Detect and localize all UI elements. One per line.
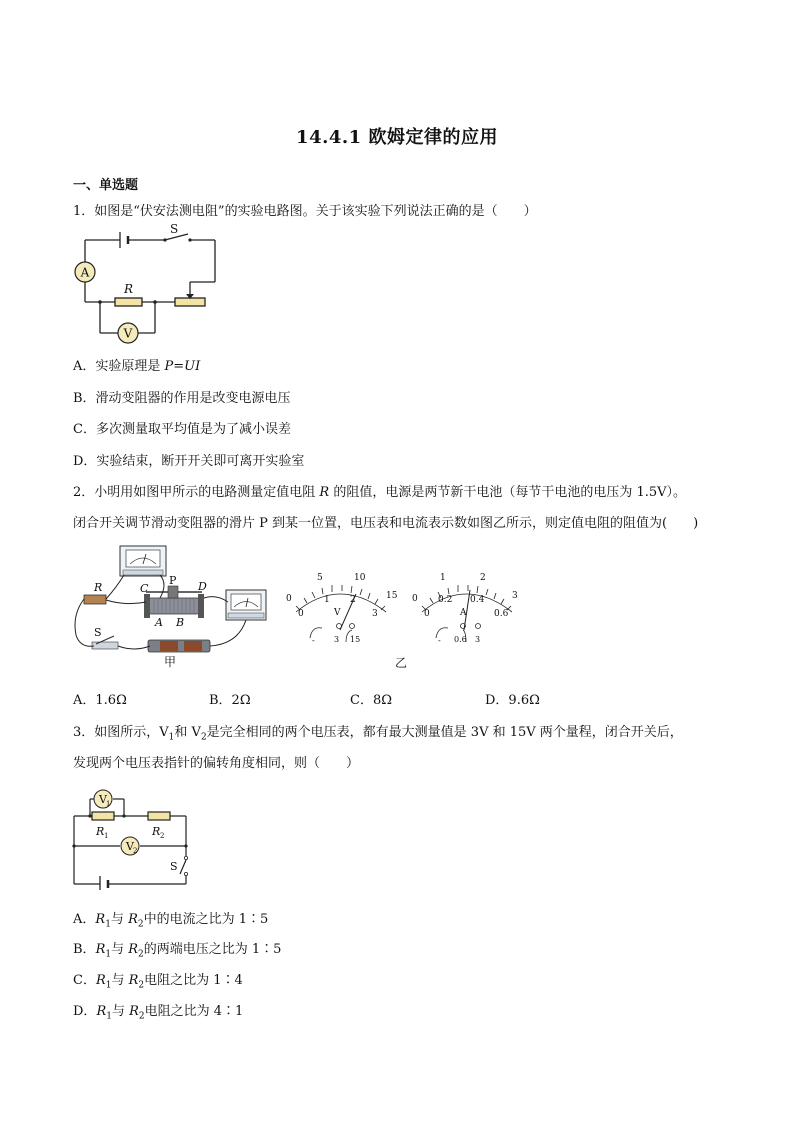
ammeter-top-1: 1 (440, 573, 446, 583)
opt-r2: R (128, 973, 139, 988)
q3-stem-part: 和 V (174, 725, 201, 740)
q3-stem-part: 3．如图所示，V (73, 725, 169, 740)
opt-sub: 2 (138, 1011, 145, 1022)
q2-jia-label-d: D (198, 580, 207, 593)
opt-prefix: D． (73, 1004, 97, 1019)
q2-yi-caption: 乙 (395, 656, 408, 670)
opt-sub: 2 (138, 980, 145, 991)
q2-stem-line2: 闭合开关调节滑动变阻器的滑片 P 到某一位置，电压表和电流表示数如图乙所示，则定值电阻的阻值为( ) (73, 516, 699, 531)
opt-mid: 与 (110, 912, 129, 927)
q2-stem-part: 2．小明用如图甲所示的电路测量定值电阻 (73, 485, 320, 500)
voltmeter-terminal-neg: - (312, 636, 315, 645)
opt-r1: R (95, 912, 106, 927)
q1-option-a[interactable] (73, 355, 200, 374)
q3-option-b[interactable] (73, 938, 281, 960)
q1-circuit-diagram (70, 222, 230, 347)
q2-jia-label-c: C (140, 582, 149, 595)
voltmeter-terminal-15: 15 (350, 635, 361, 644)
voltmeter-bottom-3: 3 (372, 609, 378, 619)
q2-option-d[interactable]: D．9.6Ω (485, 693, 540, 708)
opt-sub: 1 (105, 949, 112, 960)
voltmeter-unit: V (334, 608, 341, 618)
q3-r2-sub: 2 (160, 832, 165, 840)
q1-option-c[interactable]: C．多次测量取平均值是为了减小误差 (73, 422, 291, 437)
opt-mid: 与 (111, 942, 129, 957)
q3-r1-sub: 1 (104, 832, 109, 840)
q3-stem-line2: 发现两个电压表指针的偏转角度相同，则（ ） (73, 756, 360, 771)
q3-switch-label: S (170, 860, 178, 873)
opt-sub: 1 (105, 919, 111, 930)
opt-prefix: A． (73, 912, 96, 927)
voltmeter-bottom-2: 2 (350, 595, 356, 605)
opt-r2: R (129, 1004, 139, 1019)
q1-stem: 1．如图是“伏安法测电阻”的实验电路图。关于该实验下列说法正确的是（ ） (73, 204, 537, 219)
q3-r1-label: R (96, 825, 105, 838)
q2-jia-caption: 甲 (164, 655, 177, 669)
q1-option-a-formula: P=UI (164, 359, 201, 374)
voltmeter-top-5: 5 (317, 573, 323, 583)
opt-sub: 2 (137, 919, 144, 930)
q2-options (73, 689, 673, 707)
voltmeter-terminal-3: 3 (334, 635, 340, 644)
q3-stem-sub: 2 (200, 732, 207, 743)
q3-v2-sub: 2 (133, 847, 138, 855)
voltmeter-bottom-1: 1 (324, 595, 330, 605)
q2-stem-part: 的阻值，电源是两节新干电池（每节干电池的电压为 1.5V）。 (329, 485, 687, 500)
q3-stem-part: 是完全相同的两个电压表，都有最大测量值是 3V 和 15V 两个量程，闭合开关后， (206, 725, 683, 740)
q1-option-d[interactable]: D．实验结束，断开开关即可离开实验室 (73, 454, 305, 469)
voltmeter-zero: 0 (286, 594, 292, 604)
voltmeter-top-15: 15 (386, 591, 398, 601)
q2-stem-line1 (73, 481, 686, 500)
ammeter-terminal-neg: - (438, 636, 441, 645)
ammeter-bottom-04: 0.4 (470, 595, 485, 605)
opt-tail: 电阻之比为 1∶4 (144, 973, 243, 988)
q2-stem-r: R (319, 485, 330, 500)
opt-r1: R (95, 973, 106, 988)
q3-option-d[interactable] (73, 1000, 243, 1022)
opt-sub: 1 (105, 980, 112, 991)
q3-v2-label: V (126, 840, 134, 853)
q1-resistor-label: R (124, 282, 134, 296)
q2-option-a[interactable]: A．1.6Ω (73, 693, 127, 708)
q2-ammeter-dial (408, 568, 528, 648)
voltmeter-bottom-0: 0 (298, 609, 304, 619)
voltmeter-top-10: 10 (354, 573, 366, 583)
q1-voltmeter-label: V (123, 326, 133, 341)
ammeter-zero: 0 (412, 594, 418, 604)
opt-mid: 与 (111, 973, 129, 988)
q1-ammeter-label: A (80, 265, 90, 280)
opt-r2: R (128, 912, 138, 927)
q3-stem-line1 (73, 721, 683, 743)
opt-mid: 与 (111, 1004, 130, 1019)
q3-stem-sub: 1 (168, 732, 175, 743)
ammeter-top-3: 3 (512, 591, 518, 601)
ammeter-bottom-06: 0.6 (494, 609, 509, 619)
page-title: 14.4.1 欧姆定律的应用 (296, 127, 498, 148)
opt-sub: 2 (138, 949, 144, 960)
opt-r1: R (96, 1004, 107, 1019)
q3-option-c[interactable] (73, 969, 243, 991)
ammeter-unit: A (460, 608, 467, 618)
opt-r2: R (128, 942, 139, 957)
ammeter-top-2: 2 (480, 573, 486, 583)
q2-figure-jia (68, 540, 278, 670)
q2-option-b[interactable]: B．2Ω (209, 693, 251, 708)
ammeter-bottom-0: 0 (424, 609, 430, 619)
ammeter-bottom-02: 0.2 (438, 595, 453, 605)
q1-switch-label: S (170, 222, 179, 236)
q2-jia-label-a: A (155, 616, 163, 629)
opt-prefix: C． (73, 973, 96, 988)
q2-jia-label-p: P (169, 574, 177, 587)
q2-jia-label-s: S (94, 626, 102, 639)
ammeter-terminal-06: 0.6 (454, 635, 467, 644)
opt-sub: 1 (106, 1011, 112, 1022)
q1-option-a-text: A．实验原理是 (73, 359, 165, 374)
q3-r2-label: R (152, 825, 161, 838)
q2-jia-label-r: R (94, 581, 103, 594)
opt-prefix: B． (73, 942, 96, 957)
q3-v1-label: V (99, 793, 107, 806)
q1-option-b[interactable]: B．滑动变阻器的作用是改变电源电压 (73, 391, 291, 406)
ammeter-terminal-3: 3 (475, 635, 481, 644)
opt-r1: R (95, 942, 106, 957)
q3-circuit-diagram (68, 778, 198, 890)
q2-option-c[interactable]: C．8Ω (350, 693, 392, 708)
opt-tail: 电阻之比为 4∶1 (144, 1004, 244, 1019)
section-heading: 一、单选题 (73, 178, 139, 193)
opt-tail: 中的电流之比为 1∶5 (143, 912, 269, 927)
q3-v1-sub: 1 (106, 800, 111, 808)
q2-voltmeter-dial (282, 568, 402, 648)
q3-option-a[interactable] (73, 908, 268, 930)
q2-jia-label-b: B (176, 616, 185, 629)
opt-tail: 的两端电压之比为 1∶5 (143, 942, 282, 957)
